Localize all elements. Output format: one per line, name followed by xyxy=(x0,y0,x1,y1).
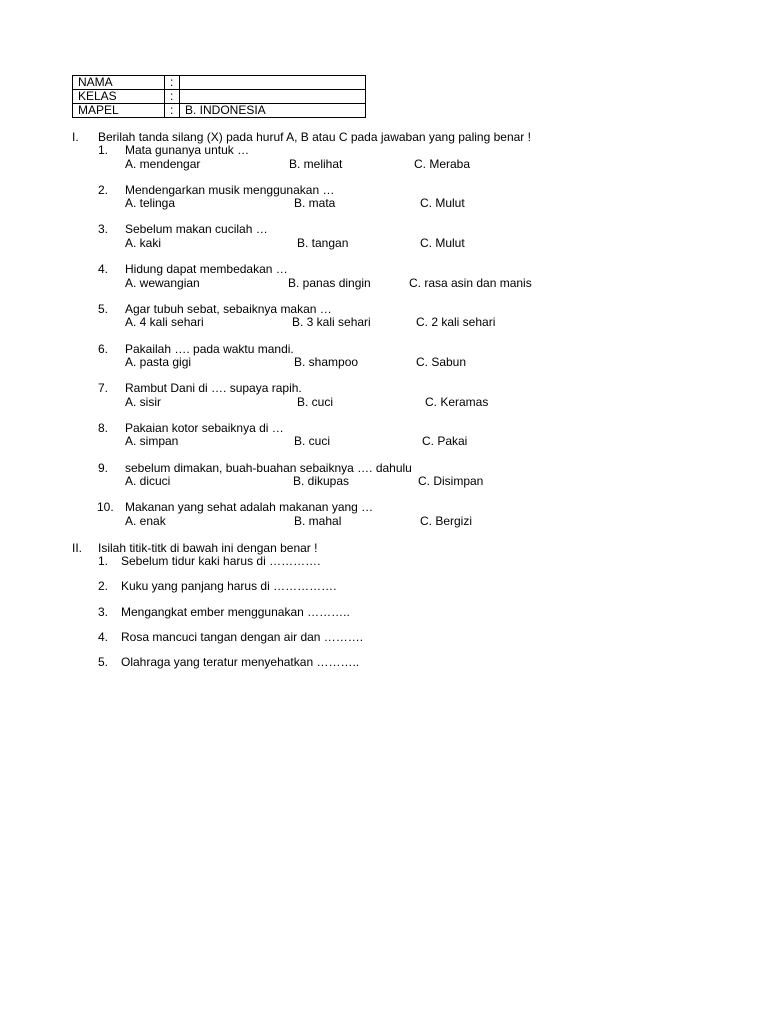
option-c[interactable]: C. Pakai xyxy=(422,434,468,449)
option-c[interactable]: C. Disimpan xyxy=(418,474,484,489)
question-number: 1. xyxy=(98,143,109,157)
option-a[interactable]: A. kaki xyxy=(125,235,162,250)
fill-question-number: 5. xyxy=(98,655,109,670)
info-value-field: B. INDONESIA xyxy=(180,104,366,118)
option-a[interactable]: A. pasta gigi xyxy=(125,355,192,369)
fill-question-number: 4. xyxy=(98,629,109,644)
question-text: Pakaian kotor sebaiknya di … xyxy=(125,420,284,435)
fill-question-text: Kuku yang panjang harus di ……………. xyxy=(121,579,337,594)
info-colon: : xyxy=(165,76,180,90)
section-number: I. xyxy=(72,130,79,144)
question-text: Pakailah …. pada waktu mandi. xyxy=(125,341,294,356)
option-c[interactable]: C. Mulut xyxy=(420,235,465,250)
option-b[interactable]: B. 3 kali sehari xyxy=(292,315,371,330)
question-number: 7. xyxy=(98,381,109,396)
option-c[interactable]: C. Meraba xyxy=(414,156,471,171)
option-a[interactable]: A. mendengar xyxy=(125,156,201,171)
option-a[interactable]: A. simpan xyxy=(125,434,179,449)
option-c[interactable]: C. Mulut xyxy=(420,196,465,211)
fill-question-number: 1. xyxy=(98,554,109,568)
info-label: KELAS xyxy=(73,90,165,104)
fill-question-number: 2. xyxy=(98,579,109,594)
question-text: Mata gunanya untuk … xyxy=(125,143,250,157)
option-a[interactable]: A. 4 kali sehari xyxy=(125,315,204,330)
option-b[interactable]: B. shampoo xyxy=(294,355,359,369)
option-b[interactable]: B. tangan xyxy=(297,235,349,250)
student-info-table xyxy=(72,75,366,118)
option-a[interactable]: A. enak xyxy=(125,513,166,528)
question-text: Hidung dapat membedakan … xyxy=(125,262,288,277)
section-instruction: Isilah titik-titk di bawah ini dengan benar ! xyxy=(98,541,318,555)
question-text: Rambut Dani di …. supaya rapih. xyxy=(125,381,302,396)
fill-question-number: 3. xyxy=(98,604,109,619)
question-number: 10. xyxy=(97,500,114,515)
option-b[interactable]: B. cuci xyxy=(297,394,334,409)
info-colon: : xyxy=(165,104,180,118)
fill-question-text: Mengangkat ember menggunakan ……….. xyxy=(121,604,350,619)
question-number: 6. xyxy=(98,341,109,356)
option-b[interactable]: B. panas dingin xyxy=(288,275,371,290)
option-b[interactable]: B. melihat xyxy=(289,156,343,171)
option-c[interactable]: C. rasa asin dan manis xyxy=(409,275,532,290)
info-label: NAMA xyxy=(73,76,165,90)
info-row-mapel xyxy=(73,104,366,118)
section-instruction: Berilah tanda silang (X) pada huruf A, B atau C pada jawaban yang paling benar ! xyxy=(98,130,531,144)
question-number: 3. xyxy=(98,222,109,237)
info-row-kelas xyxy=(73,90,366,104)
option-a[interactable]: A. wewangian xyxy=(125,275,200,290)
option-c[interactable]: C. Sabun xyxy=(416,355,467,369)
option-b[interactable]: B. cuci xyxy=(294,434,331,449)
option-c[interactable]: C. Keramas xyxy=(425,394,489,409)
section-number: II. xyxy=(72,541,83,555)
question-number: 4. xyxy=(98,262,109,277)
option-a[interactable]: A. sisir xyxy=(125,394,161,409)
question-number: 8. xyxy=(98,420,109,435)
info-row-nama xyxy=(73,76,366,90)
option-c[interactable]: C. Bergizi xyxy=(420,513,473,528)
option-c[interactable]: C. 2 kali sehari xyxy=(416,315,496,330)
option-b[interactable]: B. dikupas xyxy=(293,474,350,489)
question-number: 5. xyxy=(98,301,109,316)
info-colon: : xyxy=(165,90,180,104)
fill-question-text: Rosa mancuci tangan dengan air dan ………. xyxy=(121,629,364,644)
question-text: Sebelum makan cucilah … xyxy=(125,222,268,237)
question-text: sebelum dimakan, buah-buahan sebaiknya …. dahulu xyxy=(125,460,412,475)
info-value-field[interactable] xyxy=(180,76,366,90)
info-value-field[interactable] xyxy=(180,90,366,104)
option-a[interactable]: A. telinga xyxy=(125,196,176,211)
question-text: Makanan yang sehat adalah makanan yang … xyxy=(125,500,374,515)
fill-question-text: Olahraga yang teratur menyehatkan ……….. xyxy=(121,655,360,670)
question-text: Mendengarkan musik menggunakan … xyxy=(125,182,335,197)
fill-question-text: Sebelum tidur kaki harus di …………. xyxy=(121,554,321,568)
option-b[interactable]: B. mahal xyxy=(294,513,342,528)
option-a[interactable]: A. dicuci xyxy=(125,474,171,489)
option-b[interactable]: B. mata xyxy=(294,196,336,211)
info-label: MAPEL xyxy=(73,104,165,118)
question-text: Agar tubuh sebat, sebaiknya makan … xyxy=(125,301,332,316)
question-number: 2. xyxy=(98,182,109,197)
question-number: 9. xyxy=(98,460,109,475)
